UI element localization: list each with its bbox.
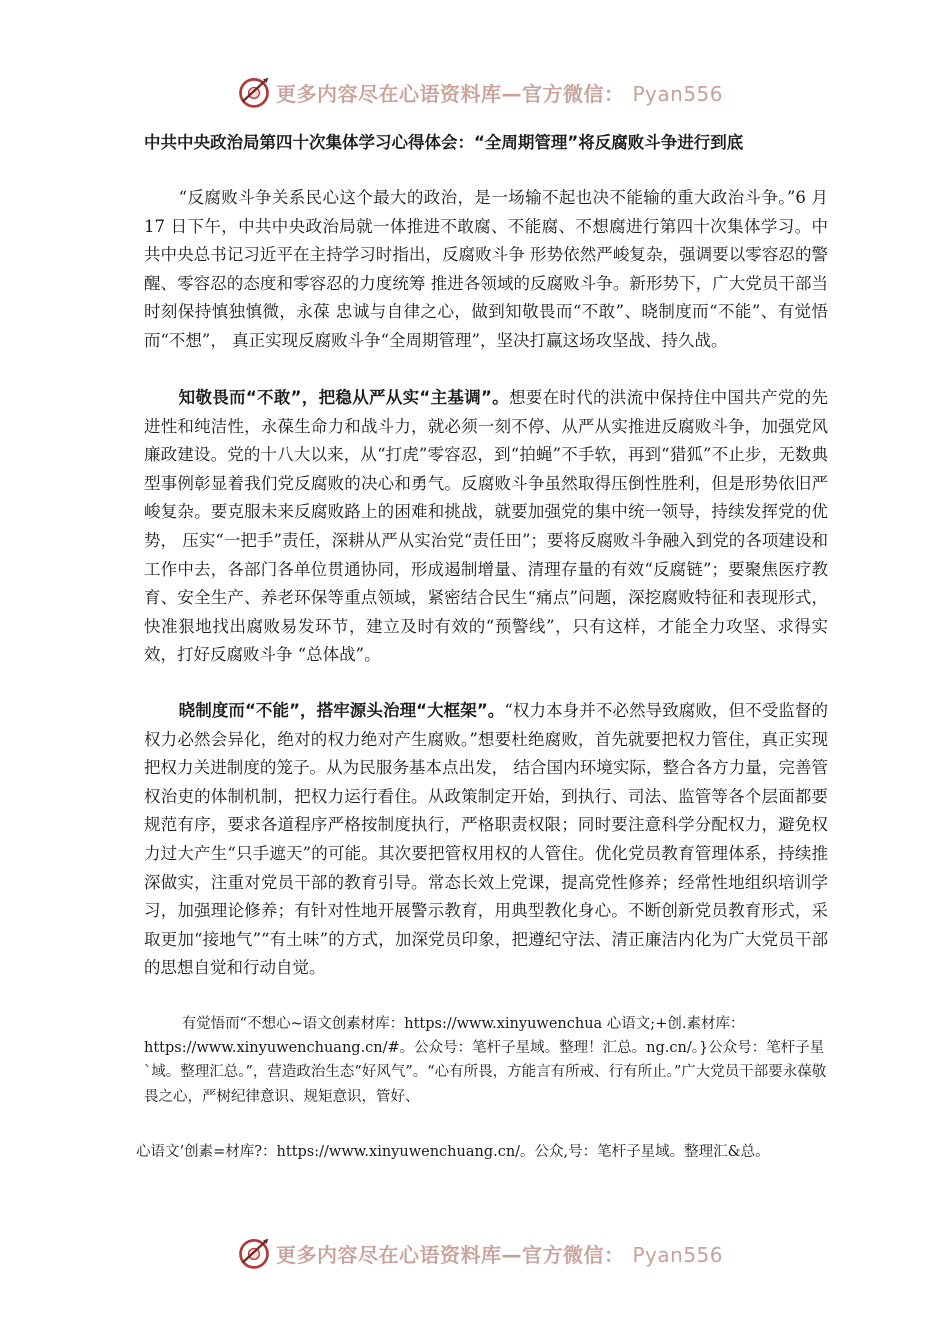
header-slogan: 更多内容尽在心语资料库—官方微信：: [276, 81, 625, 106]
footer-slogan: 更多内容尽在心语资料库—官方微信：: [276, 1242, 625, 1267]
paragraph-text: “反腐败斗争关系民心这个最大的政治，是一场输不起也决不能输的重大政治斗争。”6 月 17 日下午，中共中央政治局就一体推进不敢腐、不能腐、不想腐进行第四十次集体学习。中共中央总书记习近平在主持学习时指出，反腐败斗争 形势依然严峻复杂，强调要以零容忍的警醒、零容忍的态度和零容忍的力度统筹 推进各领域的反腐败斗争。新形势下，广大党员干部当时刻保持慎独慎微，永葆 忠诚与自律之心，做到知敬畏而“不敢”、晓制度而“不能”、有觉悟而“不想”， 真正实现反腐败斗争“全周期管理”，坚决打赢这场攻坚战、持久战。: [144, 188, 828, 350]
source-note: 心语文’创素=材库?：https://www.xinyuwenchuang.cn/。公众,号：笔杆子星域。整理汇&总。: [136, 1144, 770, 1160]
paragraph-not-able: [144, 697, 828, 983]
paragraph-not-want: 有觉悟而“不想心~语文创素材库：https://www.xinyuwenchua 心语文;+创.素材库：https://www.xinyuwenchuang.cn/#。公众号：笔杆子星域。整理！汇总。ng.cn/。}公众号：笔杆子星`域。整理汇总。”，营造政治生态“好风气”。“心有所畏，方能言有所戒、行有所止。”广大党员干部要永葆敬畏之心，严树纪律意识、规矩意识，管好、: [144, 1016, 827, 1105]
paragraph-text: “权力本身并不必然导致腐败，但不受监督的权力必然会异化，绝对的权力绝对产生腐败。”想要杜绝腐败，首先就要把权力管住，真正实现把权力关进制度的笼子。从为民服务基本点出发， 结合国内环境实际，整合各方力量，完善管权治吏的体制机制，把权力运行看住。从政策制定开始，到执行、司法、监管等各个层面都要规范有序，要求各道程序严格按制度执行，严格职责权限；同时要注意科学分配权力，避免权力过大产生“只手遮天”的可能。其次要把管权用权的人管住。优化党员教育管理体系，持续推深做实，注重对党员干部的教育引导。常态长效上党课，提高党性修养；经常性地组织培训学习，加强理论修养；有针对性地开展警示教育，用典型教化身心。不断创新党员教育形式，采取更加“接地气”“有土味”的方式，加深党员印象，把遵纪守法、清正廉洁内化为广大党员干部的思想自觉和行动自觉。: [144, 701, 828, 978]
paragraph-intro: [144, 184, 828, 356]
paragraph-lead: 晓制度而“不能”，搭牢源头治理“大框架”。: [178, 701, 505, 720]
paragraph-lead: 知敬畏而“不敢”，把稳从严从实“主基调”。: [178, 388, 509, 407]
footer-contact: Pyan556: [632, 1242, 724, 1267]
paragraph-text: 想要在时代的洪流中保持住中国共产党的先进性和纯洁性，永葆生命力和战斗力，就必须一刻不停、从严从实推进反腐败斗争，加强党风廉政建设。党的十八大以来，从“打虎”零容忍，到“拍蝇”不手软，再到“猎狐”不止步，无数典型事例彰显着我们党反腐败的决心和勇气。反腐败斗争虽然取得压倒性胜利，但是形势依旧严峻复杂。要克服未来反腐败路上的困难和挑战，就要加强党的集中统一领导，持续发挥党的优势， 压实“一把手”责任，深耕从严从实治党“责任田”；要将反腐败斗争融入到党的各项建设和工作中去，各部门各单位贯通协同，形成遏制增量、清理存量的有效“反腐链”；要聚焦医疗教育、安全生产、养老环保等重点领域，紧密结合民生“痛点”问题，深挖腐败特征和表现形式，快准狠地找出腐败易发环节，建立及时有效的“预警线”，只有这样，才能全力攻坚、求得实效，打好反腐败斗争 “总体战”。: [144, 388, 828, 665]
logo-icon: [236, 74, 272, 110]
logo-icon: [236, 1235, 272, 1271]
footer-banner: [236, 1233, 756, 1273]
header-contact: Pyan556: [632, 81, 724, 106]
paragraph-not-dare: [144, 384, 828, 670]
article-title: 中共中央政治局第四十次集体学习心得体会：“全周期管理”将反腐败斗争进行到底: [144, 133, 744, 152]
header-banner: [236, 72, 756, 112]
